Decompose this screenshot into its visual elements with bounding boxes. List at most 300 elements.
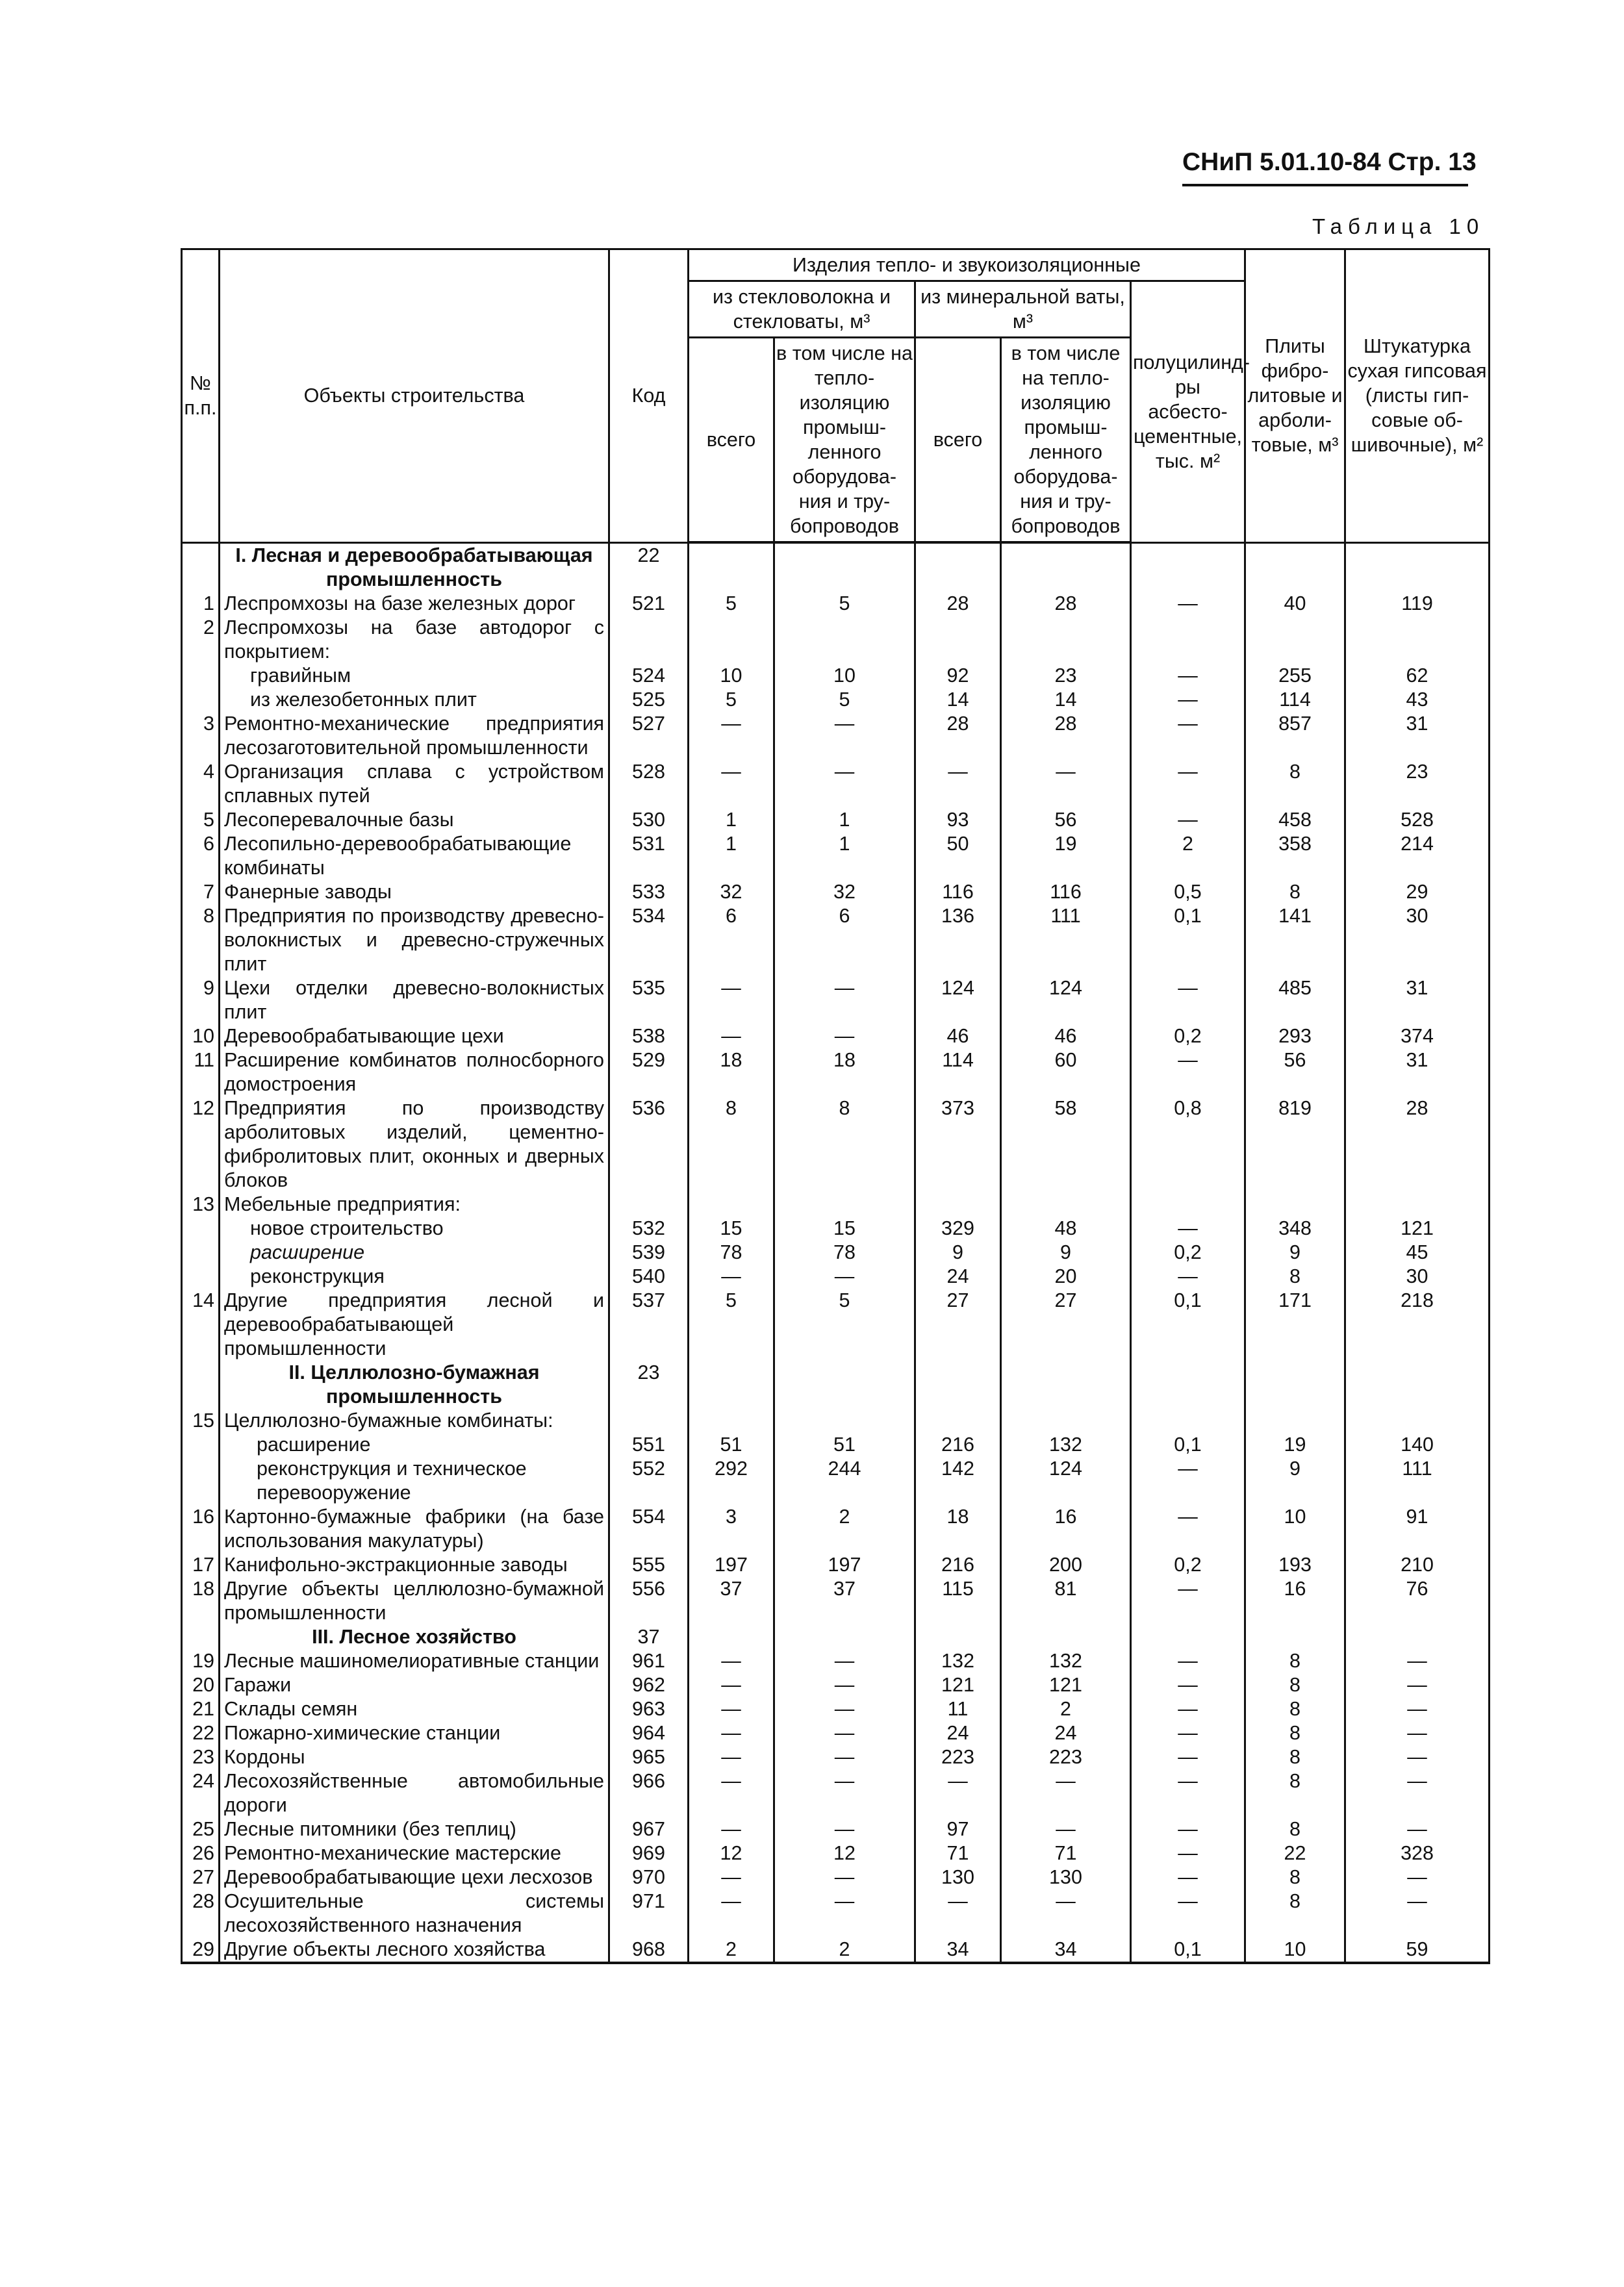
fibrolite-plates-value: 141 <box>1245 904 1345 976</box>
mineral-insulation-value <box>1001 1361 1131 1409</box>
mineral-total-value: 34 <box>915 1938 1001 1963</box>
mineral-total-value: 136 <box>915 904 1001 976</box>
table-row <box>182 1193 1490 1217</box>
table-row <box>182 1024 1490 1048</box>
semicylinders-value: — <box>1131 1505 1245 1553</box>
row-number: 26 <box>182 1841 220 1865</box>
section-row <box>182 542 1490 592</box>
row-number: 4 <box>182 760 220 808</box>
mineral-insulation-value: 46 <box>1001 1024 1131 1048</box>
fibrolite-plates-value: 8 <box>1245 1769 1345 1817</box>
glass-insulation-value: 244 <box>774 1457 915 1505</box>
glass-total-value: 78 <box>689 1241 774 1265</box>
gypsum-plaster-value: 30 <box>1345 1265 1490 1289</box>
section-row <box>182 1361 1490 1409</box>
glass-total-value <box>689 616 774 664</box>
glass-total-value: — <box>689 1649 774 1673</box>
table-row <box>182 904 1490 976</box>
object-name: Фанерные заводы <box>220 880 609 904</box>
glass-total-value <box>689 1361 774 1409</box>
object-code: 525 <box>609 688 689 712</box>
row-number <box>182 1265 220 1289</box>
object-code: 554 <box>609 1505 689 1553</box>
mineral-insulation-value: 48 <box>1001 1217 1131 1241</box>
semicylinders-value: — <box>1131 1697 1245 1721</box>
glass-total-value: 15 <box>689 1217 774 1241</box>
glass-insulation-value: — <box>774 1769 915 1817</box>
mineral-total-value: 114 <box>915 1048 1001 1096</box>
row-number: 6 <box>182 832 220 880</box>
table-row <box>182 1553 1490 1577</box>
glass-total-value <box>689 1409 774 1433</box>
mineral-insulation-value: 223 <box>1001 1745 1131 1769</box>
mineral-total-value: 28 <box>915 712 1001 760</box>
glass-insulation-value: 15 <box>774 1217 915 1241</box>
row-number: 12 <box>182 1096 220 1193</box>
semicylinders-value: — <box>1131 688 1245 712</box>
glass-insulation-value: — <box>774 976 915 1024</box>
semicylinders-value <box>1131 1625 1245 1649</box>
object-code: 529 <box>609 1048 689 1096</box>
fibrolite-plates-value: 857 <box>1245 712 1345 760</box>
fibrolite-plates-value: 8 <box>1245 1697 1345 1721</box>
fibrolite-plates-value: 485 <box>1245 976 1345 1024</box>
object-name: Канифольно-экстракционные заводы <box>220 1553 609 1577</box>
mineral-total-value: 9 <box>915 1241 1001 1265</box>
semicylinders-value: — <box>1131 1649 1245 1673</box>
table-row <box>182 1096 1490 1193</box>
glass-total-value: 3 <box>689 1505 774 1553</box>
fibrolite-plates-value: 8 <box>1245 1865 1345 1889</box>
mineral-insulation-value: 58 <box>1001 1096 1131 1193</box>
object-name: Расширение комбинатов полносборного домостроения <box>220 1048 609 1096</box>
fibrolite-plates-value: 293 <box>1245 1024 1345 1048</box>
object-code <box>609 616 689 664</box>
mineral-insulation-value: — <box>1001 1817 1131 1841</box>
object-code: 23 <box>609 1361 689 1409</box>
fibrolite-plates-value: 8 <box>1245 1817 1345 1841</box>
semicylinders-value: 0,2 <box>1131 1553 1245 1577</box>
semicylinders-value: — <box>1131 976 1245 1024</box>
glass-total-value: — <box>689 1745 774 1769</box>
glass-insulation-value: — <box>774 760 915 808</box>
glass-insulation-value: 1 <box>774 808 915 832</box>
glass-total-value: — <box>689 1769 774 1817</box>
glass-insulation-value: 37 <box>774 1577 915 1625</box>
glass-total-value: — <box>689 1265 774 1289</box>
mineral-insulation-value: 71 <box>1001 1841 1131 1865</box>
gypsum-plaster-value: 30 <box>1345 904 1490 976</box>
mineral-total-value: 373 <box>915 1096 1001 1193</box>
gypsum-plaster-value: 140 <box>1345 1433 1490 1457</box>
object-name: Ремонтно-механические мастерские <box>220 1841 609 1865</box>
glass-total-value: 10 <box>689 664 774 688</box>
table-row <box>182 1265 1490 1289</box>
glass-total-value: — <box>689 1817 774 1841</box>
object-code <box>609 1409 689 1433</box>
object-code: 521 <box>609 592 689 616</box>
mineral-insulation-value: 132 <box>1001 1433 1131 1457</box>
fibrolite-plates-value: 16 <box>1245 1577 1345 1625</box>
mineral-total-value: 115 <box>915 1577 1001 1625</box>
glass-insulation-value: 5 <box>774 1289 915 1361</box>
mineral-total-value: 11 <box>915 1697 1001 1721</box>
row-number <box>182 542 220 592</box>
mineral-insulation-value: 56 <box>1001 808 1131 832</box>
table-row <box>182 1889 1490 1938</box>
mineral-total-value: 97 <box>915 1817 1001 1841</box>
gypsum-plaster-value: 23 <box>1345 760 1490 808</box>
table-row <box>182 1289 1490 1361</box>
mineral-total-value <box>915 542 1001 592</box>
gypsum-plaster-value: — <box>1345 1673 1490 1697</box>
fibrolite-plates-value: 358 <box>1245 832 1345 880</box>
mineral-insulation-value: 20 <box>1001 1265 1131 1289</box>
fibrolite-plates-value: 255 <box>1245 664 1345 688</box>
object-code: 961 <box>609 1649 689 1673</box>
mineral-insulation-value: 14 <box>1001 688 1131 712</box>
semicylinders-value <box>1131 616 1245 664</box>
glass-insulation-value: 2 <box>774 1505 915 1553</box>
object-name: гравийным <box>220 664 609 688</box>
mineral-insulation-value: 60 <box>1001 1048 1131 1096</box>
glass-total-value: 37 <box>689 1577 774 1625</box>
gypsum-plaster-value: 111 <box>1345 1457 1490 1505</box>
semicylinders-value: — <box>1131 1673 1245 1697</box>
mineral-insulation-value: 124 <box>1001 1457 1131 1505</box>
col-object: Объекты строительства <box>220 249 609 543</box>
object-name: Лесохозяйственные автомобильные дороги <box>220 1769 609 1817</box>
row-number: 1 <box>182 592 220 616</box>
glass-insulation-value: — <box>774 1817 915 1841</box>
glass-insulation-value: 6 <box>774 904 915 976</box>
row-number: 3 <box>182 712 220 760</box>
mineral-total-value: — <box>915 760 1001 808</box>
mineral-insulation-value <box>1001 542 1131 592</box>
mineral-total-value: — <box>915 1889 1001 1938</box>
mineral-insulation-value: 124 <box>1001 976 1131 1024</box>
object-code: 22 <box>609 542 689 592</box>
mineral-insulation-value: 2 <box>1001 1697 1131 1721</box>
object-name: Деревообрабатывающие цехи лесхозов <box>220 1865 609 1889</box>
section-row <box>182 1625 1490 1649</box>
semicylinders-value: — <box>1131 1865 1245 1889</box>
semicylinders-value: 0,1 <box>1131 1938 1245 1963</box>
mineral-insulation-value: — <box>1001 760 1131 808</box>
object-name: реконструкция и техническое перевооружение <box>220 1457 609 1505</box>
gypsum-plaster-value: — <box>1345 1649 1490 1673</box>
glass-insulation-value: — <box>774 1865 915 1889</box>
table-row <box>182 616 1490 664</box>
fibrolite-plates-value: 458 <box>1245 808 1345 832</box>
row-number <box>182 1457 220 1505</box>
glass-total-value: — <box>689 976 774 1024</box>
semicylinders-value: — <box>1131 664 1245 688</box>
fibrolite-plates-value: 9 <box>1245 1457 1345 1505</box>
mineral-insulation-value: 27 <box>1001 1289 1131 1361</box>
col-code: Код <box>609 249 689 543</box>
mineral-insulation-value: 16 <box>1001 1505 1131 1553</box>
row-number: 16 <box>182 1505 220 1553</box>
object-code: 964 <box>609 1721 689 1745</box>
fibrolite-plates-value: 171 <box>1245 1289 1345 1361</box>
object-code: 535 <box>609 976 689 1024</box>
mineral-insulation-value: 121 <box>1001 1673 1131 1697</box>
fibrolite-plates-value: 348 <box>1245 1217 1345 1241</box>
table-row <box>182 1841 1490 1865</box>
fibrolite-plates-value: 819 <box>1245 1096 1345 1193</box>
object-code: 962 <box>609 1673 689 1697</box>
gypsum-plaster-value: 59 <box>1345 1938 1490 1963</box>
gypsum-plaster-value: — <box>1345 1889 1490 1938</box>
fibrolite-plates-value: 40 <box>1245 592 1345 616</box>
table-row <box>182 760 1490 808</box>
semicylinders-value: 2 <box>1131 832 1245 880</box>
row-number: 13 <box>182 1193 220 1217</box>
glass-insulation-value: 32 <box>774 880 915 904</box>
row-number: 23 <box>182 1745 220 1769</box>
object-name: Лесные питомники (без теплиц) <box>220 1817 609 1841</box>
gypsum-plaster-value <box>1345 542 1490 592</box>
row-number: 8 <box>182 904 220 976</box>
fibrolite-plates-value: 8 <box>1245 1721 1345 1745</box>
object-code: 537 <box>609 1289 689 1361</box>
gypsum-plaster-value: 119 <box>1345 592 1490 616</box>
table-row <box>182 1217 1490 1241</box>
header-rule <box>1182 184 1468 186</box>
table-row <box>182 808 1490 832</box>
semicylinders-value: — <box>1131 808 1245 832</box>
fibrolite-plates-value <box>1245 616 1345 664</box>
glass-total-value: 12 <box>689 1841 774 1865</box>
object-name: Картонно-бумажные фабрики (на базе использования макулатуры) <box>220 1505 609 1553</box>
semicylinders-value <box>1131 1361 1245 1409</box>
table-row <box>182 976 1490 1024</box>
mineral-insulation-value: 24 <box>1001 1721 1131 1745</box>
object-name: Предприятия по производству арболитовых изделий, цементно-фибролитовых плит, оконных и дверных блоков <box>220 1096 609 1193</box>
object-code: 552 <box>609 1457 689 1505</box>
object-name: Ремонтно-механические предприятия лесозаготовительной промышленности <box>220 712 609 760</box>
table-row <box>182 1457 1490 1505</box>
object-code: 528 <box>609 760 689 808</box>
fibrolite-plates-value: 8 <box>1245 880 1345 904</box>
mineral-total-value: 27 <box>915 1289 1001 1361</box>
semicylinders-value: — <box>1131 1577 1245 1625</box>
glass-total-value: 5 <box>689 592 774 616</box>
fibrolite-plates-value: 22 <box>1245 1841 1345 1865</box>
mineral-total-value <box>915 1625 1001 1649</box>
table-label: Таблица 10 <box>1312 214 1485 238</box>
fibrolite-plates-value: 8 <box>1245 760 1345 808</box>
mineral-total-value: 50 <box>915 832 1001 880</box>
semicylinders-value: — <box>1131 1745 1245 1769</box>
object-name: I. Лесная и деревообрабатывающая промышленность <box>220 542 609 592</box>
mineral-insulation-value <box>1001 616 1131 664</box>
col-glass-total: всего <box>689 338 774 543</box>
row-number: 19 <box>182 1649 220 1673</box>
object-name: расширение <box>220 1433 609 1457</box>
object-name: Склады семян <box>220 1697 609 1721</box>
table-row <box>182 1577 1490 1625</box>
object-code: 533 <box>609 880 689 904</box>
object-code: 37 <box>609 1625 689 1649</box>
glass-total-value: — <box>689 712 774 760</box>
object-name: Лесоперевалочные базы <box>220 808 609 832</box>
table-row <box>182 1673 1490 1697</box>
glass-total-value: 6 <box>689 904 774 976</box>
object-name: Леспромхозы на базе автодорог с покрытием: <box>220 616 609 664</box>
gypsum-plaster-value: — <box>1345 1817 1490 1841</box>
object-code: 969 <box>609 1841 689 1865</box>
fibrolite-plates-value: 8 <box>1245 1889 1345 1938</box>
object-name: из железобетонных плит <box>220 688 609 712</box>
object-name: II. Целлюлозно-бумажная промышленность <box>220 1361 609 1409</box>
glass-total-value <box>689 542 774 592</box>
semicylinders-value: — <box>1131 1457 1245 1505</box>
table-row <box>182 1865 1490 1889</box>
glass-insulation-value: 78 <box>774 1241 915 1265</box>
fibrolite-plates-value <box>1245 1193 1345 1217</box>
object-code: 963 <box>609 1697 689 1721</box>
gypsum-plaster-value: 328 <box>1345 1841 1490 1865</box>
mineral-total-value: 329 <box>915 1217 1001 1241</box>
object-code: 527 <box>609 712 689 760</box>
object-name: новое строительство <box>220 1217 609 1241</box>
object-code: 551 <box>609 1433 689 1457</box>
gypsum-plaster-value <box>1345 1409 1490 1433</box>
mineral-total-value: 124 <box>915 976 1001 1024</box>
object-name: реконструкция <box>220 1265 609 1289</box>
glass-total-value: 5 <box>689 1289 774 1361</box>
table-row <box>182 664 1490 688</box>
object-code: 539 <box>609 1241 689 1265</box>
glass-insulation-value: 12 <box>774 1841 915 1865</box>
glass-total-value <box>689 1193 774 1217</box>
object-name: Лесопильно-деревообрабатывающие комбинаты <box>220 832 609 880</box>
glass-total-value: 1 <box>689 832 774 880</box>
glass-insulation-value: 5 <box>774 592 915 616</box>
mineral-total-value <box>915 1361 1001 1409</box>
gypsum-plaster-value: — <box>1345 1865 1490 1889</box>
mineral-insulation-value: 23 <box>1001 664 1131 688</box>
gypsum-plaster-value: 218 <box>1345 1289 1490 1361</box>
row-number: 21 <box>182 1697 220 1721</box>
table-row <box>182 1649 1490 1673</box>
glass-insulation-value: — <box>774 1024 915 1048</box>
glass-total-value: 32 <box>689 880 774 904</box>
glass-insulation-value: — <box>774 1649 915 1673</box>
fibrolite-plates-value: 9 <box>1245 1241 1345 1265</box>
mineral-insulation-value: 28 <box>1001 592 1131 616</box>
glass-total-value: 18 <box>689 1048 774 1096</box>
row-number: 28 <box>182 1889 220 1938</box>
semicylinders-value: — <box>1131 1265 1245 1289</box>
object-name: Организация сплава с устройством сплавных путей <box>220 760 609 808</box>
row-number: 22 <box>182 1721 220 1745</box>
col-glass: из стекловолокна и стекловаты, м³ <box>689 281 915 338</box>
fibrolite-plates-value: 114 <box>1245 688 1345 712</box>
gypsum-plaster-value <box>1345 1625 1490 1649</box>
object-name: Пожарно-химические станции <box>220 1721 609 1745</box>
table-row <box>182 1505 1490 1553</box>
mineral-insulation-value: 9 <box>1001 1241 1131 1265</box>
fibrolite-plates-value: 193 <box>1245 1553 1345 1577</box>
mineral-total-value: 92 <box>915 664 1001 688</box>
object-code: 531 <box>609 832 689 880</box>
fibrolite-plates-value: 8 <box>1245 1265 1345 1289</box>
mineral-insulation-value: 19 <box>1001 832 1131 880</box>
semicylinders-value: 0,2 <box>1131 1024 1245 1048</box>
fibrolite-plates-value <box>1245 1361 1345 1409</box>
glass-total-value: 51 <box>689 1433 774 1457</box>
col-mineral-total: всего <box>915 338 1001 543</box>
object-name: Леспромхозы на базе железных дорог <box>220 592 609 616</box>
gypsum-plaster-value: 43 <box>1345 688 1490 712</box>
gypsum-plaster-value: 210 <box>1345 1553 1490 1577</box>
semicylinders-value <box>1131 1193 1245 1217</box>
col-plates: Плиты фибро-литовые и арболи-товые, м³ <box>1245 249 1345 543</box>
semicylinders-value: — <box>1131 1048 1245 1096</box>
mineral-total-value <box>915 616 1001 664</box>
mineral-total-value <box>915 1409 1001 1433</box>
mineral-insulation-value: 81 <box>1001 1577 1131 1625</box>
col-group-insulation: Изделия тепло- и звукоизоляционные <box>689 249 1245 281</box>
row-number: 5 <box>182 808 220 832</box>
glass-total-value: — <box>689 1673 774 1697</box>
mineral-total-value: 71 <box>915 1841 1001 1865</box>
fibrolite-plates-value: 19 <box>1245 1433 1345 1457</box>
col-mineral-incl: в том числе на тепло-изоляцию промыш-ленного оборудова-ния и тру-бопроводов <box>1001 338 1131 543</box>
glass-total-value: 1 <box>689 808 774 832</box>
glass-insulation-value: — <box>774 1673 915 1697</box>
object-code: 966 <box>609 1769 689 1817</box>
object-name: Цехи отделки древесно-волокнистых плит <box>220 976 609 1024</box>
glass-insulation-value: 197 <box>774 1553 915 1577</box>
mineral-insulation-value: 130 <box>1001 1865 1131 1889</box>
glass-total-value: — <box>689 760 774 808</box>
mineral-total-value: 24 <box>915 1265 1001 1289</box>
gypsum-plaster-value: 45 <box>1345 1241 1490 1265</box>
object-code: 536 <box>609 1096 689 1193</box>
object-code: 968 <box>609 1938 689 1963</box>
gypsum-plaster-value: 76 <box>1345 1577 1490 1625</box>
object-name: Другие предприятия лесной и деревообрабатывающей промышленности <box>220 1289 609 1361</box>
glass-insulation-value <box>774 1361 915 1409</box>
glass-total-value: 197 <box>689 1553 774 1577</box>
row-number: 11 <box>182 1048 220 1096</box>
table-row <box>182 1817 1490 1841</box>
mineral-total-value: 216 <box>915 1433 1001 1457</box>
table-body <box>182 542 1490 1963</box>
glass-insulation-value: — <box>774 1721 915 1745</box>
row-number: 25 <box>182 1817 220 1841</box>
col-mineral: из минеральной ваты, м³ <box>915 281 1131 338</box>
object-name: Целлюлозно-бумажные комбинаты: <box>220 1409 609 1433</box>
semicylinders-value: — <box>1131 592 1245 616</box>
gypsum-plaster-value: 214 <box>1345 832 1490 880</box>
fibrolite-plates-value: 8 <box>1245 1649 1345 1673</box>
row-number: 15 <box>182 1409 220 1433</box>
gypsum-plaster-value: — <box>1345 1721 1490 1745</box>
semicylinders-value: 0,2 <box>1131 1241 1245 1265</box>
row-number: 27 <box>182 1865 220 1889</box>
glass-insulation-value: 51 <box>774 1433 915 1457</box>
fibrolite-plates-value: 56 <box>1245 1048 1345 1096</box>
col-num: № п.п. <box>182 249 220 543</box>
mineral-total-value: 18 <box>915 1505 1001 1553</box>
semicylinders-value: 0,1 <box>1131 1289 1245 1361</box>
mineral-total-value: 93 <box>915 808 1001 832</box>
